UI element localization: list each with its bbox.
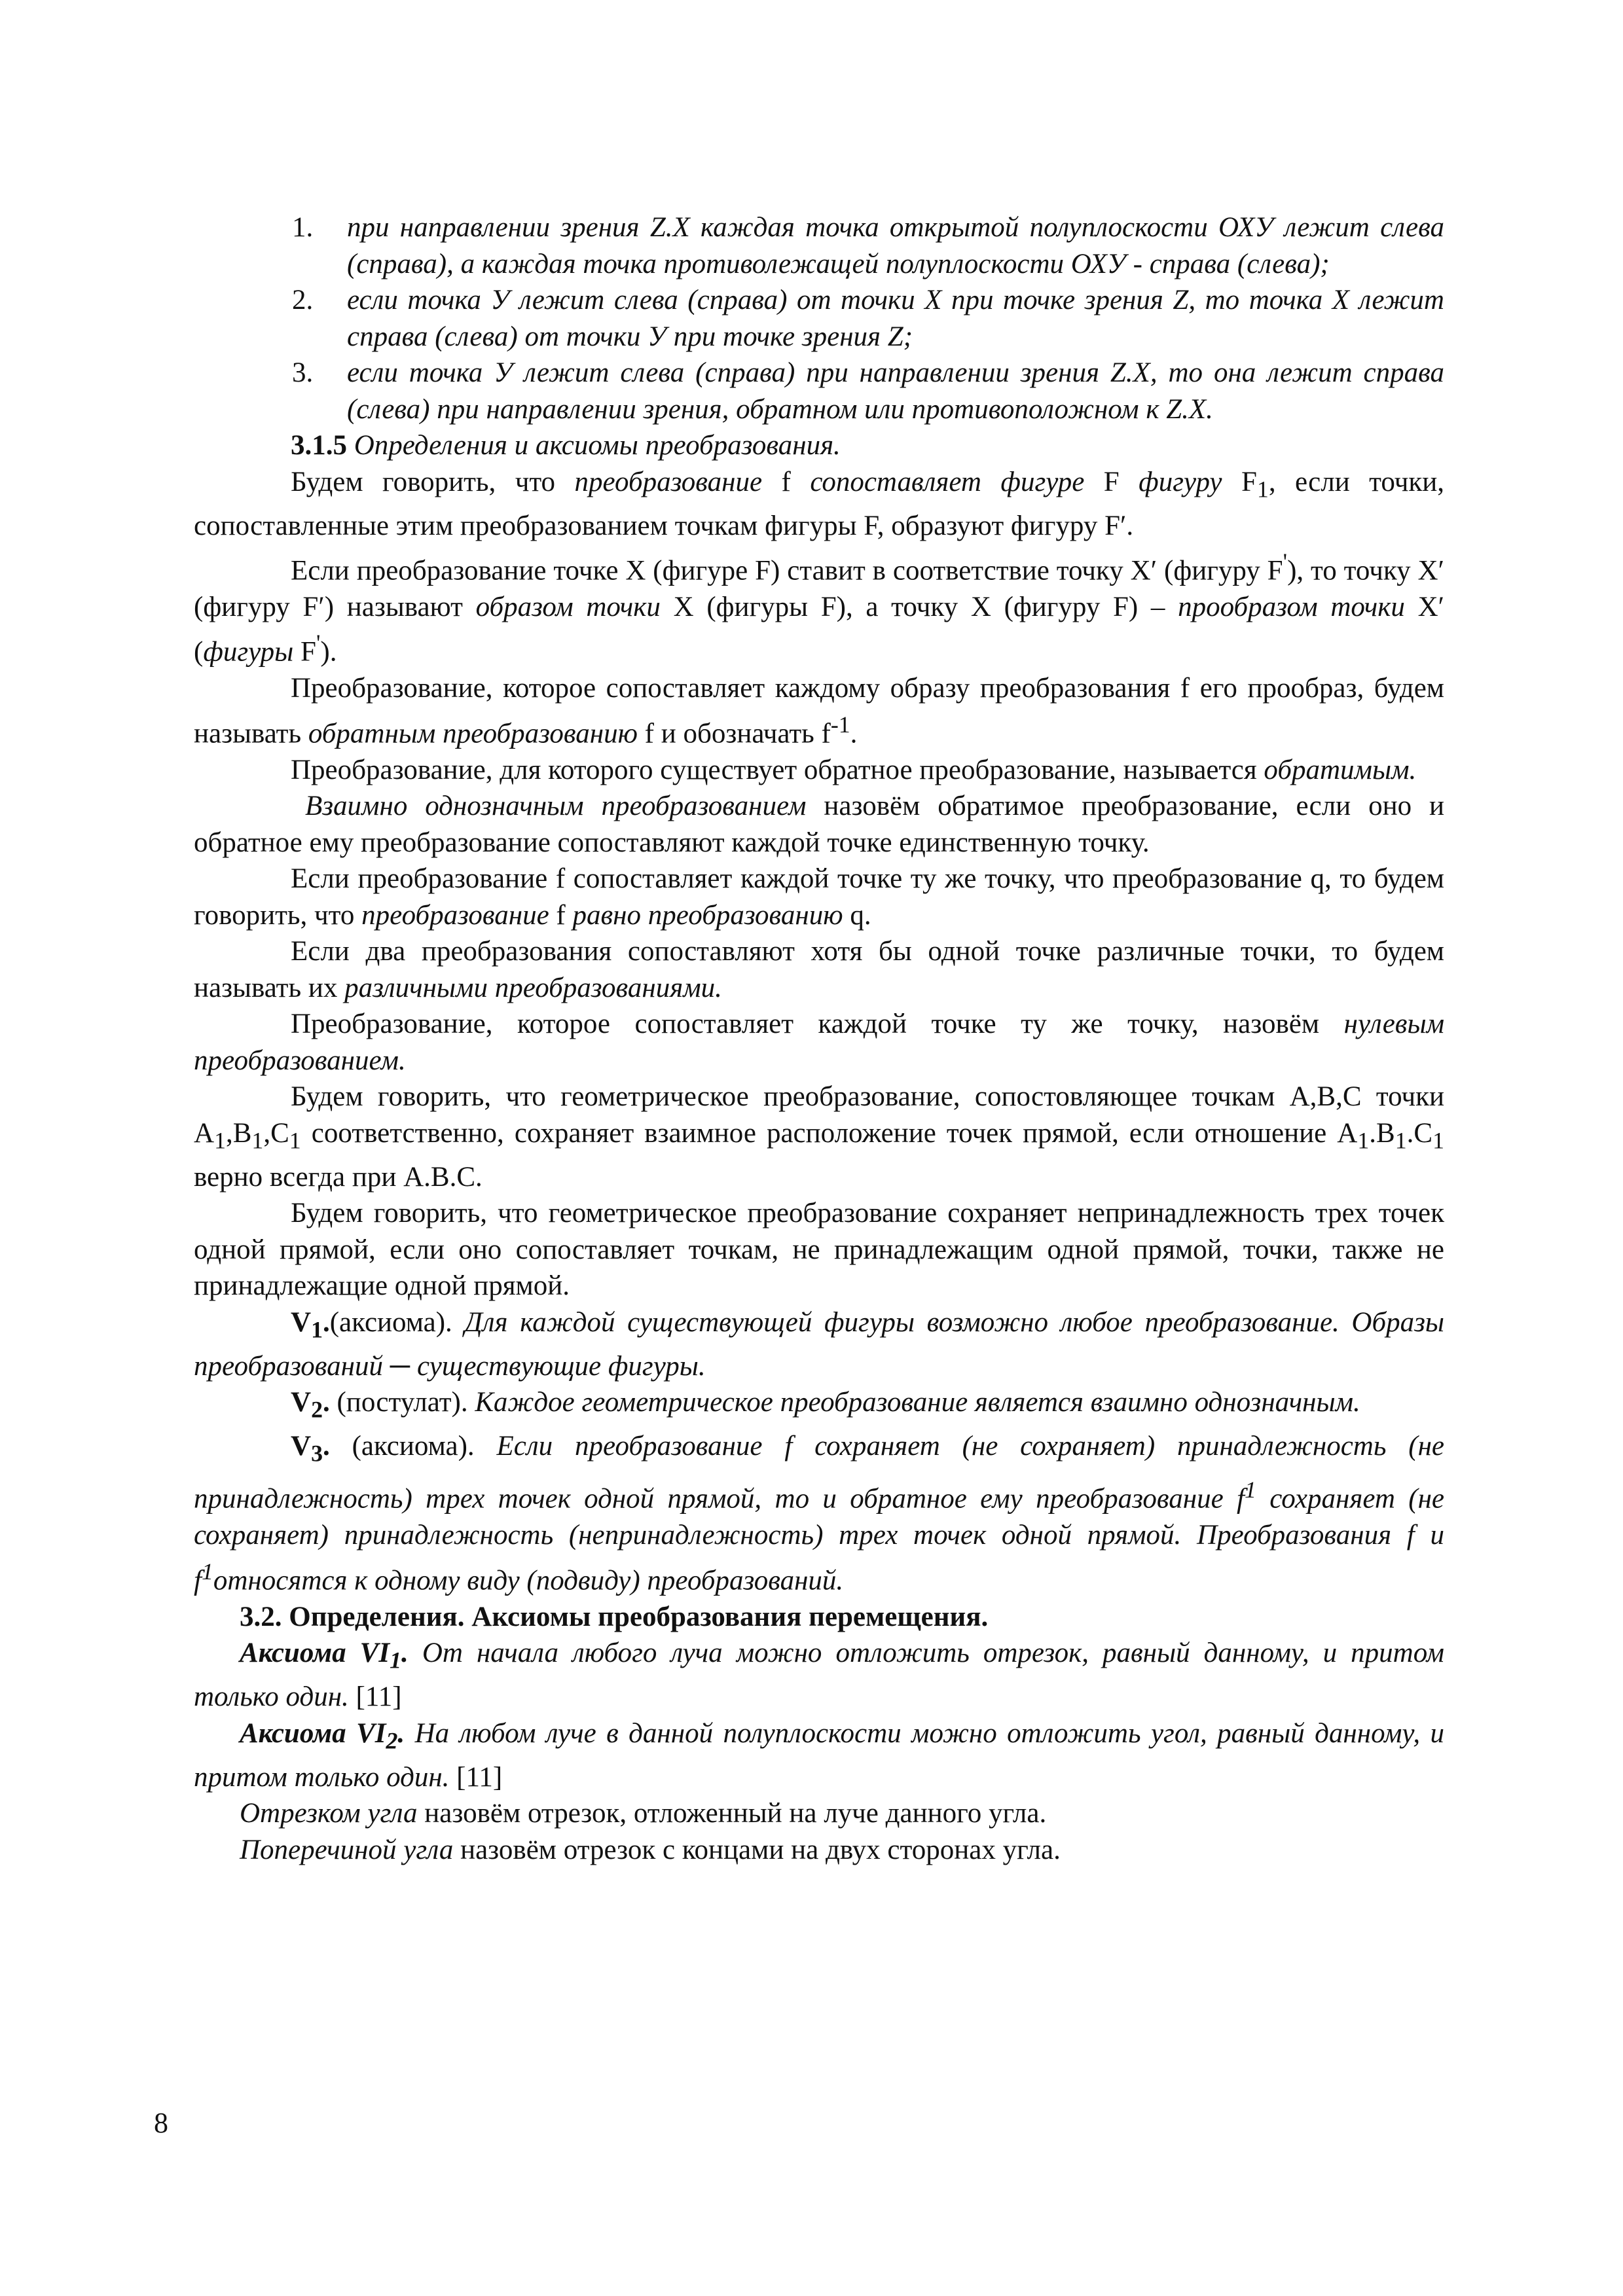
axiom-vi2: Аксиома $VI_2$. На любом луче в данной полуплоскости можно отложить угол, равный данному, и притом только один. [11] [194,1717,1444,1793]
section-heading-3-2: 3.2. Определения. Аксиомы преобразования перемещения. [240,1601,989,1632]
page-content [194,209,1444,1868]
postulate-v2: $V_2$. (постулат). Каждое геометрическое преобразование является взаимно однозначным. [291,1387,1360,1423]
list-item [194,282,1444,355]
axiom-v1: $V_1.(аксиома)$. Для каждой существующей фигуры возможно любое преобразование. Образы преобразований ─ существующие фигуры. [194,1306,1444,1382]
paragraph-equal: Если преобразование f сопоставляет каждой точке ту же точку, что преобразование q, то будем говорить, что преобразование f равно преобразованию q. [194,863,1444,931]
paragraph-non-collinear: Будем говорить, что геометрическое преобразование сохраняет непринадлежность трех точек одной прямой, если оно сопоставляет точкам, не принадлежащим одной прямой, точки, также не принадлежащие одной прямой. [194,1198,1444,1302]
axiom-vi1: Аксиома $VI_1$. От начала любого луча можно отложить отрезок, равный данному, и притом только один. [11] [194,1638,1445,1713]
section-heading-3-1-5 [194,427,1444,464]
axiom-v3: $V_3$. (аксиома). Если преобразование f сохраняет (не сохраняет) принадлежность (не принадлежность) трех точек одной прямой, то и обратное ему преобразование $f^1$ сохраняет (не сохраняет) принадлежность (непринадлежность) трех точек одной прямой. Преобразования f и $f^1относятся$ к одному виду (подвиду) преобразований. [194,1431,1445,1596]
page-number: 8 [154,2107,168,2139]
list-item-text: если точка У лежит слева (справа) от точки Х при точке зрения Z, то точка Х лежит справа (слева) от точки У при точке зрения Z; [347,285,1444,352]
list-item-number: 2. [292,285,314,315]
paragraph-null: Преобразование, которое сопоставляет каждой точке ту же точку, назовём нулевым преобразованием. [194,1009,1445,1076]
list-item-number: 1. [292,212,314,243]
list-item [194,209,1444,282]
section-number: 3.1.5 [291,430,347,461]
definition-angle-segment: Отрезком угла назовём отрезок, отложенный на луче данного угла. [240,1798,1047,1829]
paragraph-inverse: Преобразование, которое сопоставляет каждому образу преобразования f его прообраз, будем называть обратным преобразованию f и обозначать $f^{-1}$. [194,673,1444,749]
definition-angle-transversal: Поперечиной угла назовём отрезок с концами на двух сторонах угла. [240,1834,1061,1865]
condition-list [194,209,1444,427]
list-item [194,355,1444,427]
list-item-text: при направлении зрения Z.X каждая точка открытой полуплоскости ОХУ лежит слева (справа), а каждая точка противолежащей полуплоскости ОХУ - справа (слева); [347,212,1444,279]
section-title: Определения и аксиомы преобразования. [354,430,841,461]
list-item-number: 3. [292,357,314,388]
paragraph-bijective: Взаимно однозначным преобразованием назовём обратимое преобразование, если оно и обратное ему преобразование сопоставляют каждой точке единственную точку. [194,791,1444,858]
paragraph-invertible: Преобразование, для которого существует обратное преобразование, называется обратимым. [291,754,1417,785]
paragraph-different: Если два преобразования сопоставляют хотя бы одной точке различные точки, то будем называть их различными преобразованиями. [194,936,1444,1003]
paragraph-correspondence: Будем говорить, что преобразование f сопоставляет фигуре F фигуру $F_1$, если точки, сопоставленные этим преобразованием точкам фигуры F, образуют фигуру F′. [194,466,1445,541]
paragraph-order-preserving: Будем говорить, что геометрическое преобразование, сопостовляющее точкам А,В,С точки $А_1,В_1,С_1$ соответственно, сохраняет взаимное расположение точек прямой, если отношение $А_1.В_1.С_1$ верно всегда при А.В.С. [194,1081,1444,1193]
paragraph-image-preimage: Если преобразование точке Х (фигуре F) ставит в соответствие точку X′ (фигуру F'), то точку X′ (фигуру F′) называют образом точки Х (фигуры F), а точку Х (фигуру F) – прообразом точки X′ (фигуры F'). [194,548,1445,668]
list-item-text: если точка У лежит слева (справа) при направлении зрения Z.X, то она лежит справа (слева) при направлении зрения, обратном или противоположном к Z.X. [347,357,1444,425]
